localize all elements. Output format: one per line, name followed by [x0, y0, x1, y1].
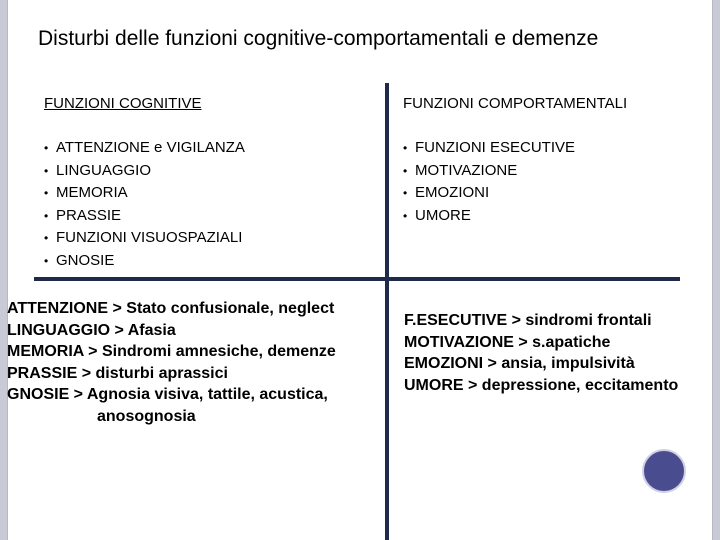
cognitive-heading: FUNZIONI COGNITIVE: [44, 95, 202, 112]
left-frame-bar: [0, 0, 8, 540]
behavioral-function-list: [403, 137, 575, 227]
list-item: • GNOSIE: [44, 250, 245, 273]
cognitive-disorders-text: [7, 298, 336, 427]
list-item: • ATTENZIONE e VIGILANZA: [44, 137, 245, 160]
behavioral-heading: FUNZIONI COMPORTAMENTALI: [403, 95, 628, 112]
slide-title: Disturbi delle funzioni cognitive-comportamentali e demenze: [38, 27, 599, 50]
behavioral-disorders-text: [404, 310, 678, 396]
list-item: • MOTIVAZIONE: [403, 160, 575, 183]
vertical-divider: [385, 83, 389, 540]
decorative-circle: [642, 449, 686, 493]
disorder-line: anosognosia: [97, 407, 196, 425]
list-item: • PRASSIE: [44, 205, 245, 228]
right-frame-bar: [712, 0, 720, 540]
disorder-line: F.ESECUTIVE > sindromi frontali: [404, 312, 652, 329]
cognitive-function-list: [44, 137, 245, 272]
list-item: • FUNZIONI VISUOSPAZIALI: [44, 227, 245, 250]
list-item: • MEMORIA: [44, 182, 245, 205]
disorder-line: MOTIVAZIONE > s.apatiche: [404, 333, 611, 351]
list-item: • UMORE: [403, 205, 575, 228]
disorder-line: UMORE > depressione, eccitamento: [404, 376, 679, 394]
horizontal-divider: [34, 277, 680, 281]
disorder-line: EMOZIONI > ansia, impulsività: [404, 355, 635, 372]
disorder-line: PRASSIE > disturbi aprassici: [7, 364, 228, 382]
disorder-line: LINGUAGGIO > Afasia: [7, 321, 176, 339]
disorder-line: ATTENZIONE > Stato confusionale, neglect: [7, 300, 335, 317]
list-item: • LINGUAGGIO: [44, 160, 245, 183]
list-item: • FUNZIONI ESECUTIVE: [403, 137, 575, 160]
list-item: • EMOZIONI: [403, 182, 575, 205]
disorder-line: MEMORIA > Sindromi amnesiche, demenze: [7, 343, 336, 360]
disorder-line: GNOSIE > Agnosia visiva, tattile, acustica,: [7, 386, 328, 403]
